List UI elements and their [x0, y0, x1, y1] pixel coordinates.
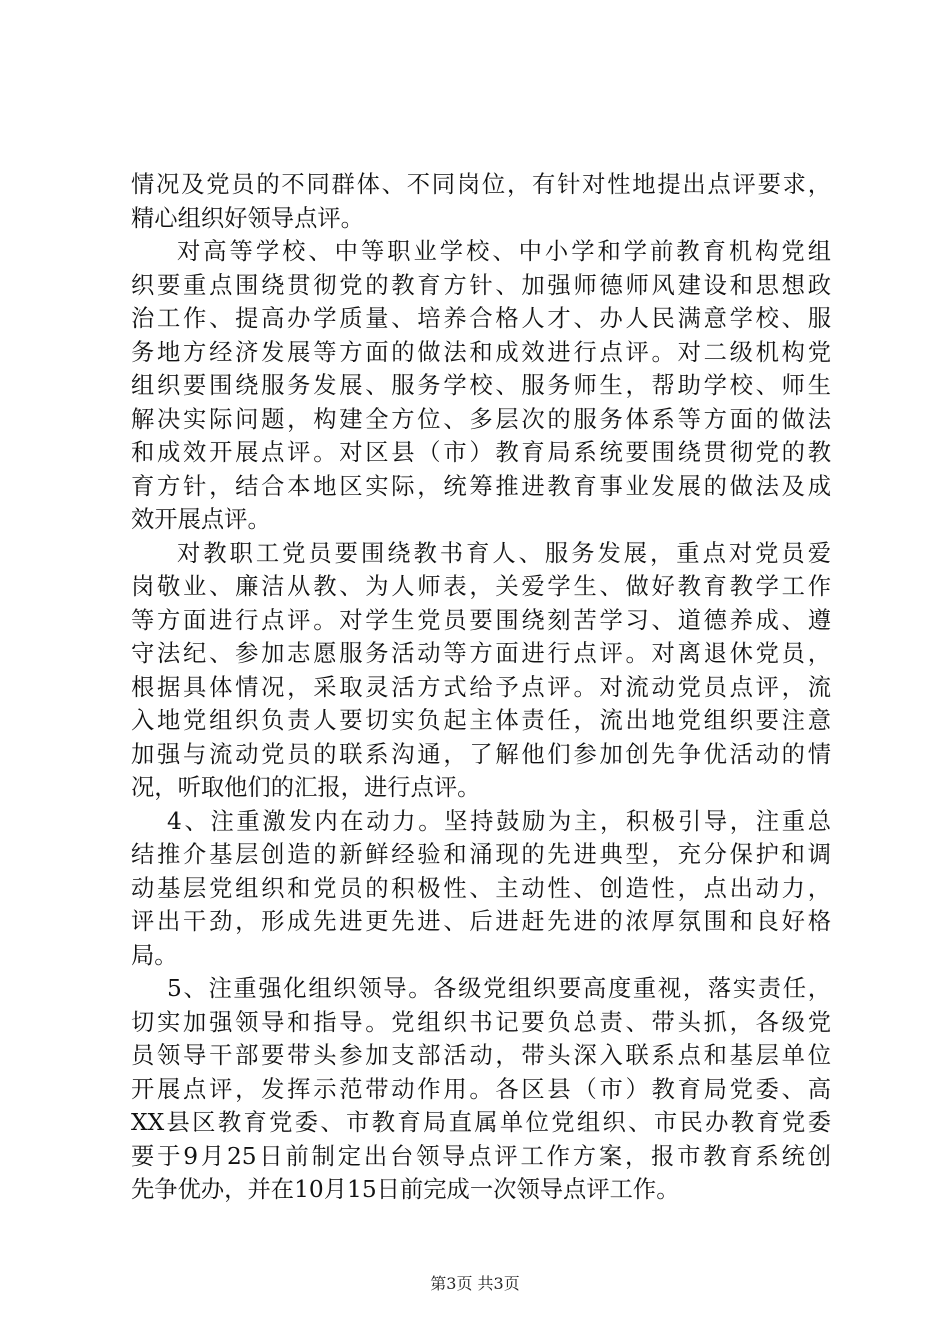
text-line: 和成效开展点评。对区县（市）教育局系统要围绕贯彻党的教 — [131, 439, 831, 466]
text-line: XX县区教育党委、市教育局直属单位党组织、市民办教育党委 — [131, 1109, 831, 1136]
text-line: 要于9月25日前制定出台领导点评工作方案，报市教育系统创 — [131, 1142, 831, 1170]
text-line: 评出干劲，形成先进更先进、后进赶先进的浓厚氛围和良好格 — [131, 908, 831, 935]
text-line: 先争优办，并在10月15日前完成一次领导点评工作。 — [131, 1176, 680, 1203]
text-line: 效开展点评。 — [131, 506, 271, 533]
document-body — [131, 168, 831, 1207]
text-line: 解决实际问题，构建全方位、多层次的服务体系等方面的做法 — [131, 405, 831, 433]
text-line: 切实加强领导和指导。党组织书记要负总责、带头抓，各级党 — [131, 1008, 831, 1036]
text-line: 织要重点围绕贯彻党的教育方针、加强师德师风建设和思想政 — [131, 271, 831, 299]
text-line: 对教职工党员要围绕教书育人、服务发展，重点对党员爱 — [177, 539, 831, 567]
text-line: 岗敬业、廉洁从教、为人师表，关爱学生、做好教育教学工作 — [131, 573, 831, 600]
text-line: 4、注重激发内在动力。坚持鼓励为主，积极引导，注重总 — [167, 807, 831, 835]
text-line: 等方面进行点评。对学生党员要围绕刻苦学习、道德养成、遵 — [131, 606, 831, 634]
text-line: 精心组织好领导点评。 — [131, 204, 364, 232]
text-line: 局。 — [131, 941, 178, 969]
text-line: 动基层党组织和党员的积极性、主动性、创造性，点出动力， — [131, 874, 831, 902]
text-line: 务地方经济发展等方面的做法和成效进行点评。对二级机构党 — [131, 338, 831, 366]
text-line: 5、注重强化组织领导。各级党组织要高度重视，落实责任， — [167, 975, 831, 1002]
text-line: 况，听取他们的汇报，进行点评。 — [131, 774, 481, 801]
text-line: 组织要围绕服务发展、服务学校、服务师生，帮助学校、师生 — [131, 372, 831, 399]
text-line: 开展点评，发挥示范带动作用。各区县（市）教育局党委、高 — [131, 1075, 831, 1103]
text-line: 育方针，结合本地区实际，统筹推进教育事业发展的做法及成 — [131, 472, 831, 500]
text-line: 情况及党员的不同群体、不同岗位，有针对性地提出点评要求， — [131, 171, 831, 198]
text-line: 守法纪、参加志愿服务活动等方面进行点评。对离退休党员， — [131, 640, 831, 667]
page-number-footer: 第3页 共3页 — [430, 1274, 520, 1293]
text-line: 入地党组织负责人要切实负起主体责任，流出地党组织要注意 — [131, 707, 831, 734]
text-line: 根据具体情况，采取灵活方式给予点评。对流动党员点评，流 — [131, 673, 831, 701]
text-line: 加强与流动党员的联系沟通，了解他们参加创先争优活动的情 — [131, 740, 831, 768]
text-line: 对高等学校、中等职业学校、中小学和学前教育机构党组 — [177, 238, 831, 265]
text-line: 结推介基层创造的新鲜经验和涌现的先进典型，充分保护和调 — [131, 841, 831, 868]
text-line: 治工作、提高办学质量、培养合格人才、办人民满意学校、服 — [131, 305, 831, 332]
text-line: 员领导干部要带头参加支部活动，带头深入联系点和基层单位 — [131, 1042, 831, 1069]
